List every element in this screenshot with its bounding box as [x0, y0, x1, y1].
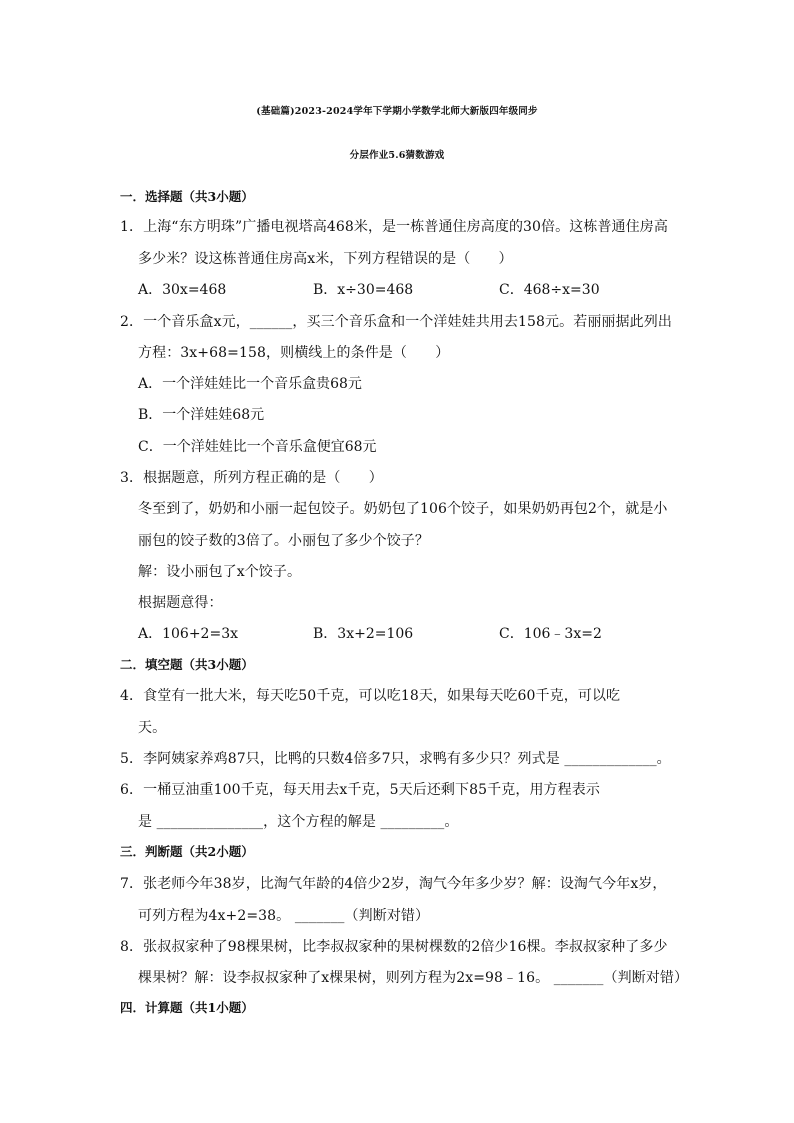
- q6-line-1: 6．一桶豆油重100千克，每天用去x千克，5天后还剩下85千克，用方程表示: [120, 782, 600, 798]
- q1-option-b: B．x÷30=468: [313, 282, 414, 298]
- q3-line-5: 根据题意得：: [138, 595, 223, 611]
- q1-option-a: A．30x=468: [138, 282, 227, 298]
- section-heading-true-false: 三．判断题（共2小题）: [120, 844, 254, 859]
- q4-line-2: 天。: [138, 720, 167, 736]
- q3-option-a: A．106+2=3x: [138, 626, 239, 642]
- section-heading-fill-blank: 二．填空题（共3小题）: [120, 657, 254, 672]
- q3-line-4: 解：设小丽包了x个饺子。: [138, 564, 302, 580]
- q3-option-c: C．106﹣3x=2: [499, 626, 602, 642]
- q2-option-b: B．一个洋娃娃68元: [138, 407, 265, 423]
- q3-option-b: B．3x+2=106: [313, 626, 414, 642]
- q2-line-2: 方程：3x+68=158，则横线上的条件是（ ）: [138, 345, 450, 361]
- q3-line-3: 丽包的饺子数的3倍了。小丽包了多少个饺子？: [138, 533, 430, 549]
- q1-option-c: C．468÷x=30: [499, 282, 600, 298]
- q7-line-2: 可列方程为4x+2=38。 _______（判断对错）: [138, 908, 430, 924]
- q2-option-c: C．一个洋娃娃比一个音乐盒便宜68元: [138, 439, 377, 455]
- q8-line-2: 棵果树？解：设李叔叔家种了x棵果树，则列方程为2x=98﹣16。 _______（判断对错）: [138, 970, 689, 986]
- q1-line-1: 1．上海“东方明珠”广播电视塔高468米，是一栋普通住房高度的30倍。这栋普通住房高: [120, 219, 668, 235]
- q2-option-a: A．一个洋娃娃比一个音乐盒贵68元: [138, 376, 362, 392]
- q3-line-2: 冬至到了，奶奶和小丽一起包饺子。奶奶包了106个饺子，如果奶奶再包2个，就是小: [138, 501, 668, 517]
- q2-line-1: 2．一个音乐盒x元，______，买三个音乐盒和一个洋娃娃共用去158元。若丽丽据此列出: [120, 314, 672, 330]
- section-heading-calculation: 四．计算题（共1小题）: [120, 1000, 254, 1015]
- q5-line-1: 5．李阿姨家养鸡87只，比鸭的只数4倍多7只，求鸭有多少只？列式是 _____________。: [120, 751, 671, 767]
- q3-line-1: 3．根据题意，所列方程正确的是（ ）: [120, 470, 383, 486]
- q6-line-2: 是 _______________，这个方程的解是 _________。: [138, 814, 459, 830]
- q1-line-2: 多少米？设这栋普通住房高x米，下列方程错误的是（ ）: [138, 251, 513, 267]
- q4-line-1: 4．食堂有一批大米，每天吃50千克，可以吃18天，如果每天吃60千克，可以吃: [120, 688, 621, 704]
- q8-line-1: 8．张叔叔家种了98棵果树，比李叔叔家种的果树棵数的2倍少16棵。李叔叔家种了多少: [120, 939, 668, 955]
- document-title-line-1: (基础篇)2023-2024学年下学期小学数学北师大新版四年级同步: [256, 106, 538, 117]
- document-title-line-2: 分层作业5.6猜数游戏: [349, 150, 445, 161]
- section-heading-multiple-choice: 一．选择题（共3小题）: [120, 189, 254, 204]
- q7-line-1: 7．张老师今年38岁，比淘气年龄的4倍少2岁，淘气今年多少岁？解：设淘气今年x岁，: [120, 876, 667, 892]
